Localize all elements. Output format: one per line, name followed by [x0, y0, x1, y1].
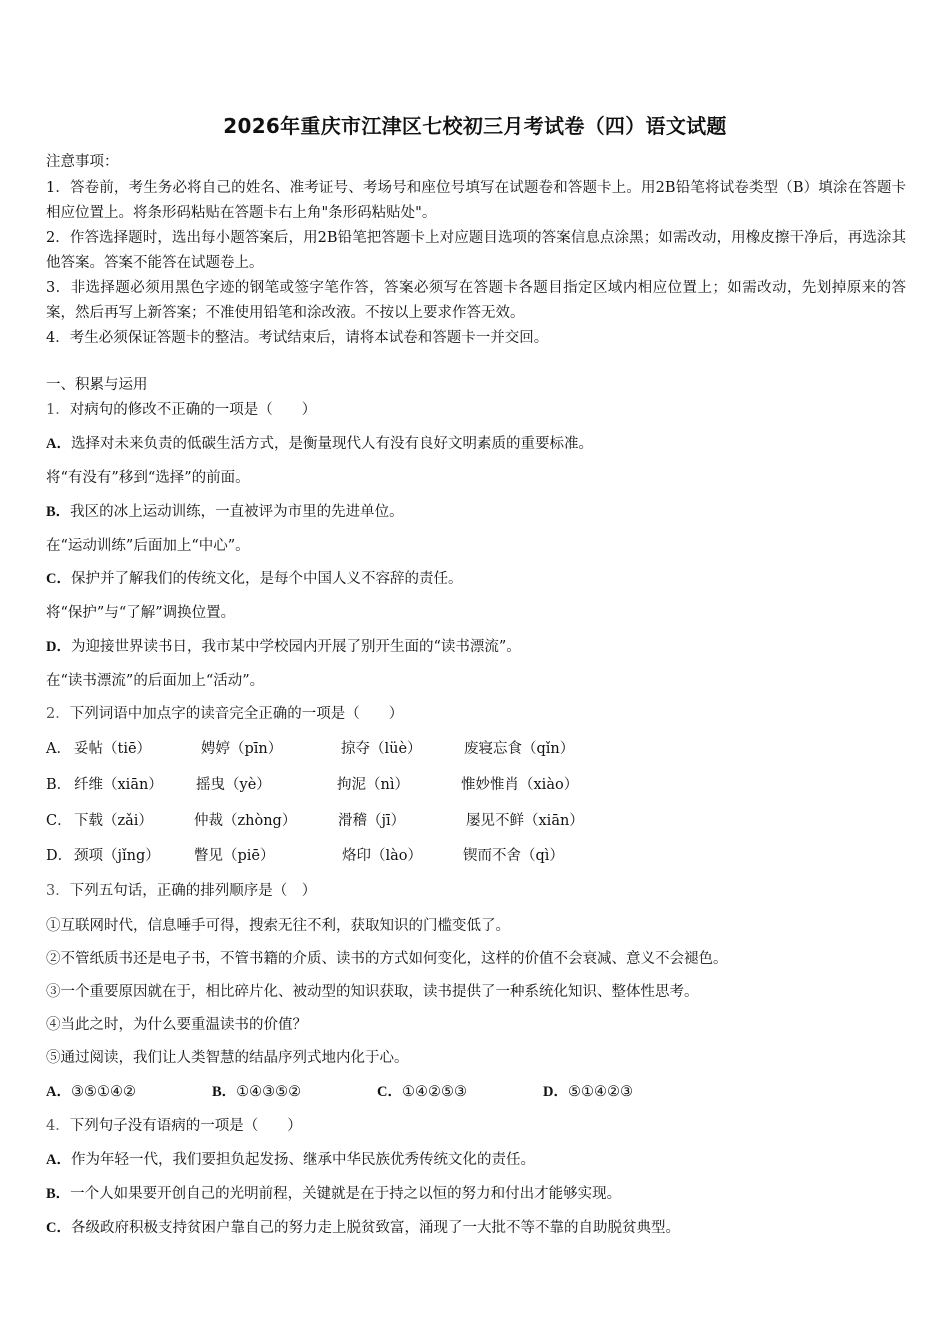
q1-option-a-label: A．	[46, 436, 71, 452]
q4-option-b-text: 一个人如果要开创自己的光明前程，关键就是在于持之以恒的努力和付出才能够实现。	[70, 1186, 622, 1202]
q3-choice-c-label: C．	[377, 1084, 402, 1100]
q2-row-a-word-1: 妥帖（tiē）	[74, 741, 152, 757]
q2-row-c-word-4: 屡见不鲜（xiān）	[466, 813, 584, 829]
q2-row-d-label: D．	[46, 848, 73, 864]
q3-choice-a-text: ③⑤①④②	[70, 1084, 136, 1100]
q1-option-a	[46, 434, 593, 454]
q1-option-d-label: D．	[46, 639, 71, 655]
q1-option-a-fix: 将“有没有”移到“选择”的前面。	[46, 470, 250, 486]
q1-option-d	[46, 637, 521, 657]
q1-option-b-text: 我区的冰上运动训练，一直被评为市里的先进单位。	[70, 504, 404, 520]
q2-row-d-word-2: 瞥见（piē）	[194, 848, 275, 864]
q2-row-b-word-4: 惟妙惟肖（xiào）	[461, 777, 579, 793]
q4-option-a	[46, 1150, 535, 1170]
q1-stem: 对病句的修改不正确的一项是（ ）	[69, 402, 317, 418]
q3-choice-c	[377, 1082, 467, 1102]
q2-row-b-label: B．	[46, 777, 72, 793]
q3-choice-d-label: D．	[543, 1084, 568, 1100]
q2-row-a-word-2: 娉婷（pīn）	[201, 741, 283, 757]
q3-stem: 下列五句话，正确的排列顺序是（ ）	[69, 883, 317, 899]
q3-number: 3．	[46, 883, 70, 899]
q4-option-a-text: 作为年轻一代，我们要担负起发扬、继承中华民族优秀传统文化的责任。	[70, 1152, 535, 1168]
q4-option-c-label: C．	[46, 1220, 71, 1236]
q3-choice-b	[212, 1082, 301, 1102]
q2-row-d-word-3: 烙印（lào）	[342, 848, 423, 864]
q2-number: 2．	[46, 706, 70, 722]
q1-option-c-label: C．	[46, 571, 71, 587]
q3-sentence-4: ④当此之时，为什么要重温读书的价值？	[46, 1017, 307, 1033]
q1-option-a-text: 选择对未来负责的低碳生活方式，是衡量现代人有没有良好文明素质的重要标准。	[70, 436, 593, 452]
q3-sentence-3: ③一个重要原因就在于，相比碎片化、被动型的知识获取，读书提供了一种系统化知识、整体性思考。	[46, 984, 699, 1000]
q2-row-b-word-3: 拘泥（nì）	[337, 777, 409, 793]
q2-row-c-word-1: 下载（zǎi）	[74, 813, 153, 829]
notice-item-3: 3．非选择题必须用黑色字迹的钢笔或签字笔作答，答案必须写在答题卡各题目指定区域内相应位置上；如需改动，先划掉原来的答案，然后再写上新答案；不准使用铅笔和涂改液。不按以上要求作答无效。	[46, 280, 906, 321]
q2-row-a-word-3: 掠夺（lüè）	[341, 741, 422, 757]
q3-choice-a-label: A．	[46, 1084, 71, 1100]
q3-choice-a	[46, 1082, 136, 1102]
q4-stem: 下列句子没有语病的一项是（ ）	[69, 1118, 302, 1134]
q1-option-d-fix: 在“读书漂流”的后面加上“活动”。	[46, 673, 265, 689]
q4-option-b-label: B．	[46, 1186, 71, 1202]
q4-option-c	[46, 1218, 680, 1238]
q3-choice-c-text: ①④②⑤③	[401, 1084, 467, 1100]
q2-row-a-word-4: 废寝忘食（qǐn）	[464, 741, 575, 757]
notice-heading: 注意事项：	[46, 154, 119, 170]
q1-stem-line	[46, 400, 316, 420]
q1-option-c-fix: 将“保护”与“了解”调换位置。	[46, 605, 236, 621]
q2-row-a-label: A．	[46, 741, 71, 757]
q3-choice-b-label: B．	[212, 1084, 237, 1100]
q1-option-b	[46, 502, 404, 522]
q3-stem-line	[46, 881, 316, 901]
q4-number: 4．	[46, 1118, 70, 1134]
q1-option-d-text: 为迎接世界读书日，我市某中学校园内开展了别开生面的“读书漂流”。	[70, 639, 521, 655]
q1-option-c-text: 保护并了解我们的传统文化，是每个中国人义不容辞的责任。	[70, 571, 463, 587]
q2-stem: 下列词语中加点字的读音完全正确的一项是（ ）	[69, 706, 404, 722]
q3-sentence-5: ⑤通过阅读，我们让人类智慧的结晶序列式地内化于心。	[46, 1050, 409, 1066]
q1-number: 1．	[46, 402, 70, 418]
q2-row-b-word-1: 纤维（xiān）	[74, 777, 163, 793]
q3-sentence-1: ①互联网时代，信息唾手可得，搜索无往不利，获取知识的门槛变低了。	[46, 918, 510, 934]
q3-choice-d-text: ⑤①④②③	[567, 1084, 633, 1100]
q3-choice-b-text: ①④③⑤②	[236, 1084, 302, 1100]
q1-option-b-label: B．	[46, 504, 71, 520]
q3-choice-d	[543, 1082, 633, 1102]
notice-item-2: 2．作答选择题时，选出每小题答案后，用2B铅笔把答题卡上对应题目选项的答案信息点涂黑；如需改动，用橡皮擦干净后，再选涂其他答案。答案不能答在试题卷上。	[46, 230, 906, 271]
notice-item-4: 4．考生必须保证答题卡的整洁。考试结束后，请将本试卷和答题卡一并交回。	[46, 330, 549, 346]
q2-row-c-word-3: 滑稽（jī）	[338, 813, 406, 829]
q2-stem-line	[46, 704, 403, 724]
q2-row-b-word-2: 摇曳（yè）	[196, 777, 271, 793]
q2-row-d-word-1: 颈项（jǐng）	[74, 848, 160, 864]
section-heading: 一、积累与运用	[46, 377, 148, 393]
q2-row-c-word-2: 仲裁（zhòng）	[194, 813, 297, 829]
q4-option-c-text: 各级政府积极支持贫困户靠自己的努力走上脱贫致富，涌现了一大批不等不靠的自助脱贫典型。	[70, 1220, 680, 1236]
notice-item-1: 1．答卷前，考生务必将自己的姓名、准考证号、考场号和座位号填写在试题卷和答题卡上。用2B铅笔将试卷类型（B）填涂在答题卡相应位置上。将条形码粘贴在答题卡右上角"条形码粘贴处"。	[46, 180, 906, 221]
q4-option-b	[46, 1184, 621, 1204]
q2-row-c-label: C．	[46, 813, 72, 829]
q1-option-c	[46, 569, 462, 589]
q2-row-d-word-4: 锲而不舍（qì）	[463, 848, 564, 864]
q4-stem-line	[46, 1116, 302, 1136]
exam-title: 2026年重庆市江津区七校初三月考试卷（四）语文试题	[223, 114, 727, 138]
q3-sentence-2: ②不管纸质书还是电子书，不管书籍的介质、读书的方式如何变化，这样的价值不会衰减、意义不会褪色。	[46, 951, 728, 967]
q1-option-b-fix: 在“运动训练”后面加上“中心”。	[46, 538, 250, 554]
q4-option-a-label: A．	[46, 1152, 71, 1168]
